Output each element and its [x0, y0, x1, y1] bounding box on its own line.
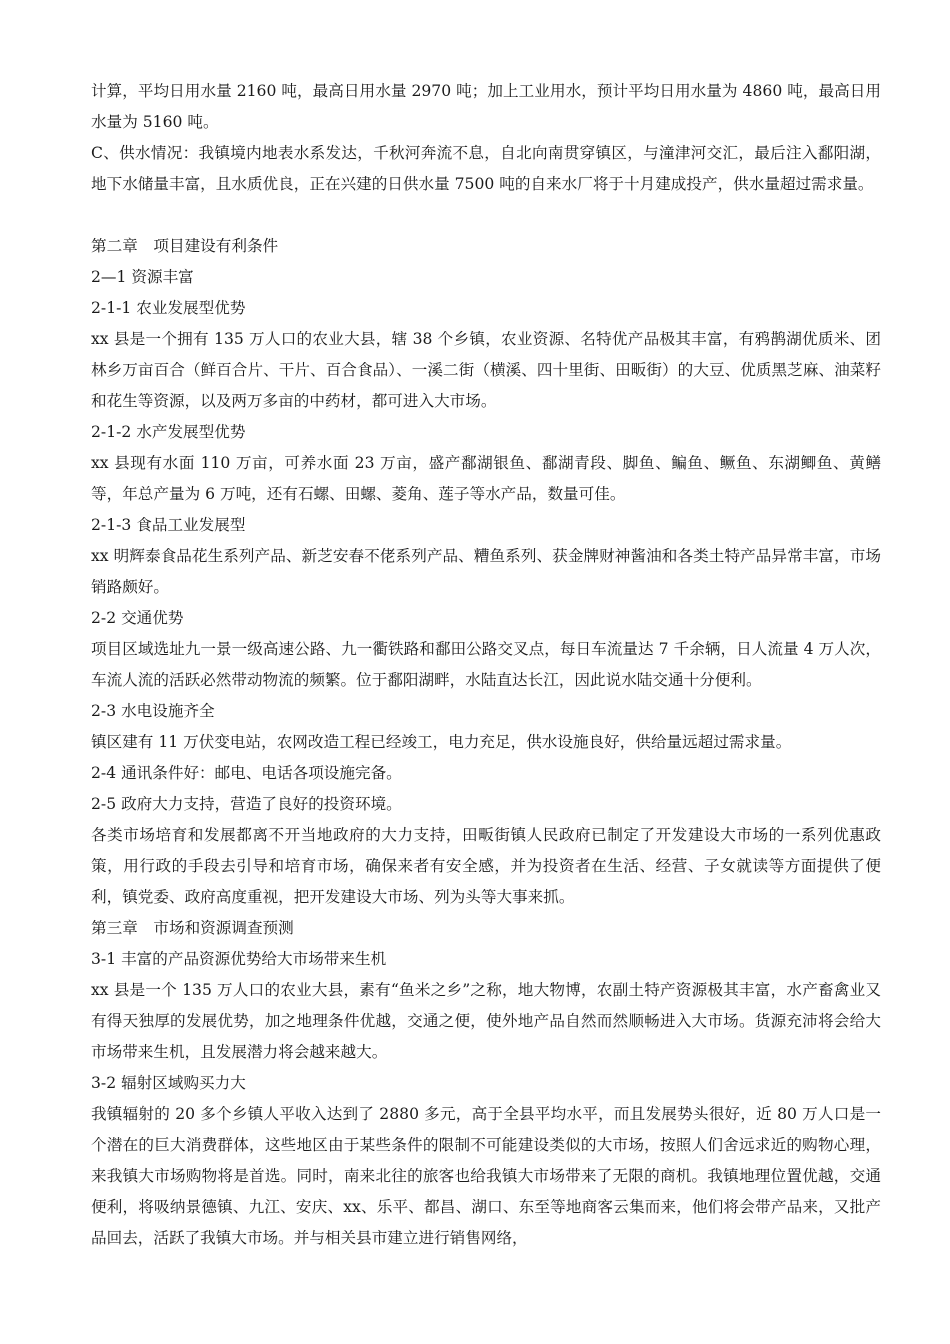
section-heading: 第二章 项目建设有利条件 — [91, 237, 279, 255]
section-heading: 2-5 政府大力支持，营造了良好的投资环境。 — [91, 795, 402, 813]
section-heading: 2-1-1 农业发展型优势 — [91, 299, 246, 317]
section-heading: 第三章 市场和资源调查预测 — [91, 919, 294, 937]
section-heading: 2-1-3 食品工业发展型 — [91, 516, 246, 534]
section-heading: 3-2 辐射区域购买力大 — [91, 1074, 246, 1092]
section-heading: 2—1 资源丰富 — [91, 268, 194, 286]
body-paragraph: 计算，平均日用水量 2160 吨，最高日用水量 2970 吨；加上工业用水，预计平均日用水量为 4860 吨，最高日用水量为 5160 吨。 — [91, 82, 881, 131]
body-paragraph: xx 明辉泰食品花生系列产品、新芝安春不佬系列产品、糟鱼系列、获金牌财神酱油和各类土特产品异常丰富，市场销路颇好。 — [91, 547, 881, 596]
document-page — [91, 76, 881, 1254]
body-paragraph: C、供水情况：我镇境内地表水系发达，千秋河奔流不息，自北向南贯穿镇区，与潼津河交汇，最后注入鄱阳湖，地下水储量丰富，且水质优良，正在兴建的日供水量 7500 吨的自来水厂将于十月建成投产，供水量超过需求量。 — [91, 144, 881, 193]
body-paragraph: xx 县现有水面 110 万亩，可养水面 23 万亩，盛产鄱湖银鱼、鄱湖青段、脚鱼、鳊鱼、鳜鱼、东湖鲫鱼、黄鳝等，年总产量为 6 万吨，还有石螺、田螺、菱角、莲子等水产品，数量可佳。 — [91, 454, 881, 503]
section-heading: 2-1-2 水产发展型优势 — [91, 423, 246, 441]
blank-line — [91, 200, 881, 231]
section-heading: 2-4 通讯条件好：邮电、电话各项设施完备。 — [91, 764, 402, 782]
body-paragraph: xx 县是一个拥有 135 万人口的农业大县，辖 38 个乡镇，农业资源、名特优产品极其丰富，有鸦鹊湖优质米、团林乡万亩百合（鲜百合片、干片、百合食品）、一溪二街（横溪、四十里街、田畈街）的大豆、优质黑芝麻、油菜籽和花生等资源，以及两万多亩的中药材，都可进入大市场。 — [91, 330, 881, 410]
body-paragraph: 我镇辐射的 20 多个乡镇人平收入达到了 2880 多元，高于全县平均水平，而且发展势头很好，近 80 万人口是一个潜在的巨大消费群体，这些地区由于某些条件的限制不可能建设类似的大市场，按照人们舍远求近的购物心理，来我镇大市场购物将是首选。同时，南来北往的旅客也给我镇大市场带来了无限的商机。我镇地理位置优越，交通便利，将吸纳景德镇、九江、安庆、xx、乐平、都昌、湖口、东至等地商客云集而来，他们将会带产品来，又批产品回去，活跃了我镇大市场。并与相关县市建立进行销售网络， — [91, 1105, 881, 1247]
section-heading: 2-2 交通优势 — [91, 609, 184, 627]
section-heading: 2-3 水电设施齐全 — [91, 702, 215, 720]
body-paragraph: 项目区域选址九一景一级高速公路、九一衢铁路和鄱田公路交叉点，每日车流量达 7 千余辆，日人流量 4 万人次，车流人流的活跃必然带动物流的频繁。位于鄱阳湖畔，水陆直达长江，因此说水陆交通十分便利。 — [91, 640, 881, 689]
body-paragraph: 镇区建有 11 万伏变电站，农网改造工程已经竣工，电力充足，供水设施良好，供给量远超过需求量。 — [91, 733, 792, 751]
body-paragraph: 各类市场培育和发展都离不开当地政府的大力支持，田畈街镇人民政府已制定了开发建设大市场的一系列优惠政策，用行政的手段去引导和培育市场，确保来者有安全感，并为投资者在生活、经营、子女就读等方面提供了便利，镇党委、政府高度重视，把开发建设大市场、列为头等大事来抓。 — [91, 826, 881, 906]
section-heading: 3-1 丰富的产品资源优势给大市场带来生机 — [91, 950, 387, 968]
body-paragraph: xx 县是一个 135 万人口的农业大县，素有“鱼米之乡”之称，地大物博，农副土特产资源极其丰富，水产畜禽业又有得天独厚的发展优势，加之地理条件优越，交通之便，使外地产品自然而然顺畅进入大市场。货源充沛将会给大市场带来生机，且发展潜力将会越来越大。 — [91, 981, 881, 1061]
